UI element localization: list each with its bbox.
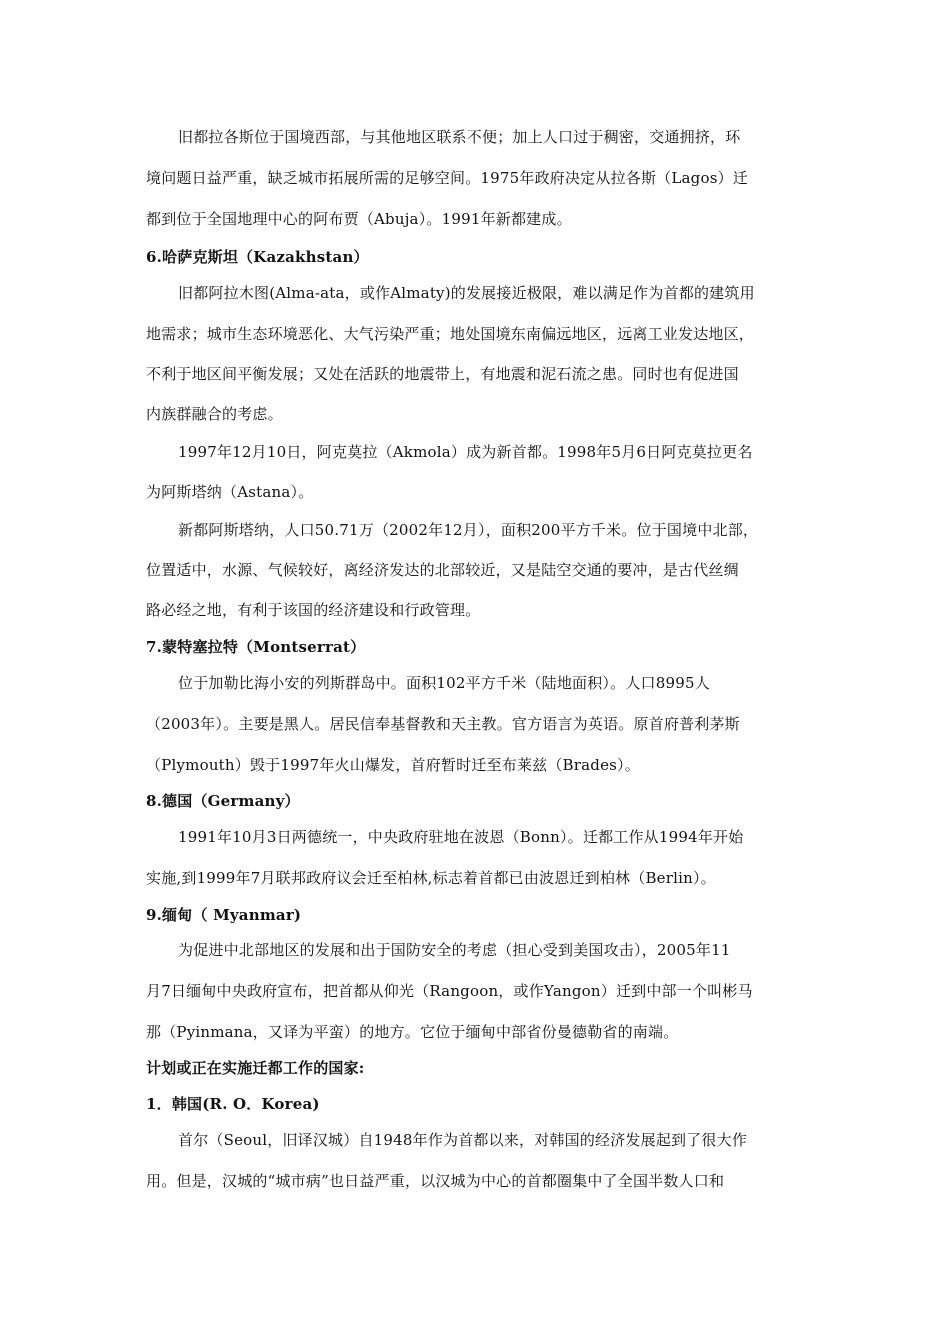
paragraph-line: 不利于地区间平衡发展；又处在活跃的地震带上，有地震和泥石流之患。同时也有促进国 xyxy=(146,365,739,383)
paragraph-line: 位置适中，水源、气候较好，离经济发达的北部较近，又是陆空交通的要冲，是古代丝绸 xyxy=(146,561,739,579)
paragraph-line: 新都阿斯塔纳，人口50.71万（2002年12月），面积200平方千米。位于国境中北部， xyxy=(178,521,759,539)
paragraph-line: 旧都阿拉木图(Alma-ata，或作Almaty)的发展接近极限，难以满足作为首都的建筑用 xyxy=(178,284,755,302)
paragraph-line: 用。但是，汉城的“城市病”也日益严重，以汉城为中心的首都圈集中了全国半数人口和 xyxy=(146,1172,725,1190)
paragraph-line: 月7日缅甸中央政府宣布，把首都从仰光（Rangoon，或作Yangon）迁到中部一个叫彬马 xyxy=(146,982,753,1000)
paragraph-line: 地需求；城市生态环境恶化、大气污染严重；地处国境东南偏远地区，远离工业发达地区， xyxy=(146,325,755,343)
section-heading: 7.蒙特塞拉特（Montserrat） xyxy=(146,638,366,656)
paragraph-line: 1991年10月3日两德统一，中央政府驻地在波恩（Bonn）。迁都工作从1994年开始 xyxy=(178,828,744,846)
paragraph-line: （2003年）。主要是黑人。居民信奉基督教和天主教。官方语言为英语。原首府普利茅斯 xyxy=(146,715,740,733)
paragraph-line: 内族群融合的考虑。 xyxy=(146,405,283,423)
paragraph-line: 位于加勒比海小安的列斯群岛中。面积102平方千米（陆地面积）。人口8995人 xyxy=(178,674,710,692)
paragraph-line: 1997年12月10日，阿克莫拉（Akmola）成为新首都。1998年5月6日阿克莫拉更名 xyxy=(178,443,753,461)
section-heading: 计划或正在实施迁都工作的国家: xyxy=(146,1059,365,1077)
paragraph-line: （Plymouth）毁于1997年火山爆发，首府暂时迁至布莱兹（Brades）。 xyxy=(146,756,640,774)
paragraph-line: 首尔（Seoul，旧译汉城）自1948年作为首都以来，对韩国的经济发展起到了很大作 xyxy=(178,1131,748,1149)
section-heading: 6.哈萨克斯坦（Kazakhstan） xyxy=(146,248,369,266)
paragraph-line: 都到位于全国地理中心的阿布贾（Abuja）。1991年新都建成。 xyxy=(146,210,572,228)
section-heading: 9.缅甸（ Myanmar) xyxy=(146,906,302,924)
paragraph-line: 路必经之地，有利于该国的经济建设和行政管理。 xyxy=(146,601,481,619)
section-heading: 1．韩国(R. O．Korea) xyxy=(146,1095,320,1113)
paragraph-line: 为阿斯塔纳（Astana）。 xyxy=(146,483,314,501)
paragraph-line: 境问题日益严重，缺乏城市拓展所需的足够空间。1975年政府决定从拉各斯（Lagos）迁 xyxy=(146,169,749,187)
paragraph-line: 为促进中北部地区的发展和出于国防安全的考虑（担心受到美国攻击），2005年11 xyxy=(178,941,731,959)
section-heading: 8.德国（Germany） xyxy=(146,792,300,810)
paragraph-line: 实施,到1999年7月联邦政府议会迁至柏林,标志着首都已由波恩迁到柏林（Berlin）。 xyxy=(146,869,716,887)
paragraph-line: 那（Pyinmana，又译为平蛮）的地方。它位于缅甸中部省份曼德勒省的南端。 xyxy=(146,1023,679,1041)
paragraph-line: 旧都拉各斯位于国境西部，与其他地区联系不便；加上人口过于稠密，交通拥挤，环 xyxy=(178,128,741,146)
